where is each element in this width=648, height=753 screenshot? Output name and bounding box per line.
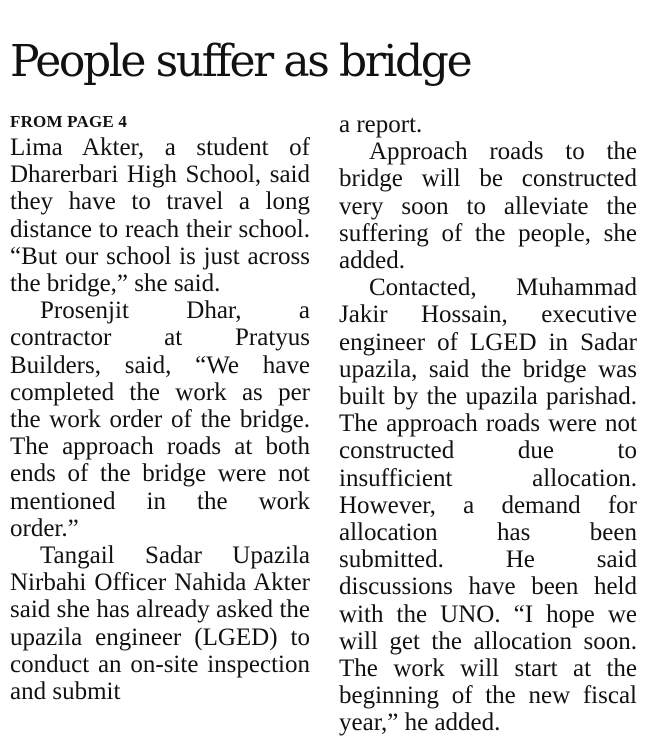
continued-from-label: FROM PAGE 4 (10, 112, 128, 131)
paragraph-lima-akter: Lima Akter, a student of Dharerbari High School, said they have to travel a long distance to reach their school. “But our school is just across the bridge,” she said. (10, 134, 310, 298)
headline: People suffer as bridge (10, 36, 471, 87)
article-column-left (10, 111, 310, 705)
paragraph-report-continuation: a report. (339, 111, 423, 138)
paragraph-jakir-hossain: Contacted, Muhammad Jakir Hossain, executive engineer of LGED in Sadar upazila, said the bridge was built by the upazila parishad. The approach roads were not constructed due to insufficient allocation. However, a demand for allocation has been submitted. He said discussions have been held with the UNO. “I hope we will get the allocation soon. The work will start at the beginning of the new fiscal year,” he added. (339, 274, 637, 737)
paragraph-uno-nahida-akter: Tangail Sadar Upazila Nirbahi Officer Nahida Akter said she has already asked the upazila engineer (LGED) to conduct an on-site inspection and submit (10, 542, 310, 706)
article-column-right (339, 111, 637, 737)
paragraph-approach-roads: Approach roads to the bridge will be constructed very soon to alleviate the suffering of the people, she added. (339, 138, 637, 275)
paragraph-prosenjit-dhar: Prosenjit Dhar, a contractor at Pratyus Builders, said, “We have completed the work as per the work order of the bridge. The approach roads at both ends of the bridge were not mentioned in the work order.” (10, 297, 310, 542)
